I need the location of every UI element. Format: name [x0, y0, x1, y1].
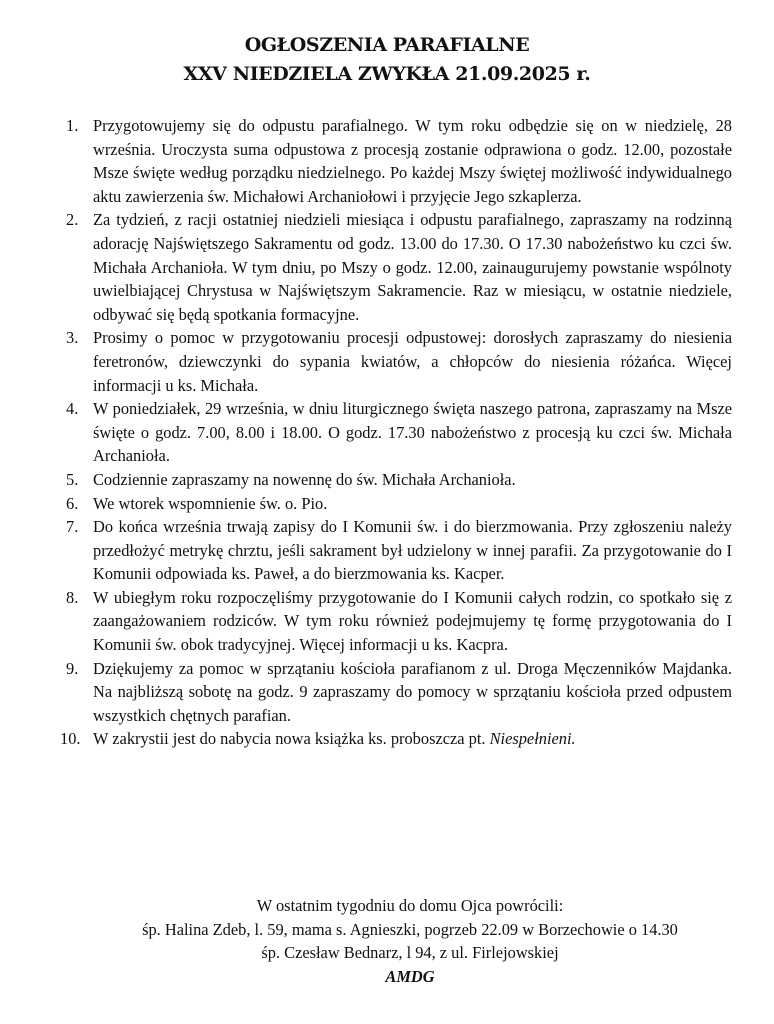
book-title: Niespełnieni.	[489, 729, 576, 749]
item-text: Za tydzień, z racji ostatniej niedzieli miesiąca i odpustu parafialnego, zapraszamy na rodzinną adorację Najświętszego Sakramentu od godz. 13.00 do 17.30. O 17.30 nabożeństwo ku czci św. Michała Archanioła. W tym dniu, po Mszy o godz. 12.00, zainaugurujemy powstanie wspólnoty uwielbiającej Chrystusa w Najświętszym Sakramencie. Raz w miesiącu, w ostatnie niedziele, odbywać się będą spotkania formacyjne.	[93, 210, 732, 324]
item-text: Przygotowujemy się do odpustu parafialnego. W tym roku odbędzie się on w niedzielę, 28 września. Uroczysta suma odpustowa z procesją zostanie odprawiona o godz. 12.00, pozostałe Msze święte według porządku niedzielnego. Po każdej Mszy świętej możliwość indywidualnego aktu zawierzenia św. Michałowi Archaniołowi i przyjęcie Jego szkaplerza.	[93, 116, 732, 206]
item-number: 2.	[66, 210, 79, 230]
item-text: Do końca września trwają zapisy do I Komunii św. i do bierzmowania. Przy zgłoszeniu należy przedłożyć metrykę chrztu, jeśli sakrament był udzielony w innej parafii. Za przygotowanie do I Komunii odpowiada ks. Paweł, a do bierzmowania ks. Kacper.	[93, 517, 732, 584]
item-number: 4.	[66, 399, 79, 419]
announcement-item	[66, 114, 732, 208]
document-header	[0, 31, 774, 89]
closing-amdg: AMDG	[385, 966, 435, 986]
obituary-section	[0, 894, 774, 988]
item-text: Codziennie zapraszamy na nowennę do św. Michała Archanioła.	[93, 469, 516, 489]
item-number: 1.	[66, 116, 79, 135]
announcement-item	[66, 468, 732, 492]
announcement-item	[66, 397, 732, 468]
item-text: Dziękujemy za pomoc w sprzątaniu kościoła parafianom z ul. Droga Męczenników Majdanka. Na najbliższą sobotę na godz. 9 zapraszamy do pomocy w sprzątaniu kościoła przed odpustem wszystkich chętnych parafian.	[93, 658, 732, 725]
item-text: W ubiegłym roku rozpoczęliśmy przygotowanie do I Komunii całych rodzin, co spotkało się z zaangażowaniem rodziców. W tym roku również podejmujemy tę formę przygotowania do I Komunii św. obok tradycyjnej. Więcej informacji u ks. Kacpra.	[93, 587, 732, 655]
item-number: 6.	[66, 493, 79, 513]
document-title: OGŁOSZENIA PARAFIALNE	[244, 34, 530, 56]
announcement-item	[60, 727, 732, 751]
item-number: 3.	[66, 328, 79, 348]
item-number: 5.	[66, 469, 79, 489]
item-number: 10.	[60, 729, 81, 749]
item-text-wrapper	[93, 727, 732, 751]
announcement-item	[66, 492, 732, 516]
item-number: 8.	[66, 587, 79, 607]
item-text: W poniedziałek, 29 września, w dniu liturgicznego święta naszego patrona, zapraszamy na Msze święte o godz. 7.00, 8.00 i 18.00. O godz. 17.30 nabożeństwo z procesją ku czci św. Michała Archanioła.	[93, 399, 732, 466]
item-text: W zakrystii jest do nabycia nowa książka ks. proboszcza pt.	[93, 729, 490, 749]
announcement-item	[66, 326, 732, 397]
document-subtitle: XXV NIEDZIELA ZWYKŁA 21.09.2025 r.	[183, 63, 591, 85]
item-text: Prosimy o pomoc w przygotowaniu procesji odpustowej: dorosłych zapraszamy do niesienia feretronów, dziewczynki do sypania kwiatów, a chłopców do niesienia różańca. Więcej informacji u ks. Michała.	[93, 328, 732, 395]
obituary-entry: śp. Czesław Bednarz, l 94, z ul. Firlejowskiej	[261, 943, 559, 963]
item-text: We wtorek wspomnienie św. o. Pio.	[93, 493, 328, 513]
announcement-item	[66, 515, 732, 586]
announcement-item	[66, 208, 732, 326]
announcement-item	[66, 586, 732, 657]
item-number: 7.	[66, 517, 79, 537]
obituary-entry: śp. Halina Zdeb, l. 59, mama s. Agnieszki, pogrzeb 22.09 w Borzechowie o 14.30	[142, 919, 678, 939]
obituary-intro: W ostatnim tygodniu do domu Ojca powrócili:	[256, 896, 564, 915]
announcement-item	[66, 657, 732, 728]
announcements-list	[60, 114, 732, 751]
item-number: 9.	[66, 658, 79, 678]
